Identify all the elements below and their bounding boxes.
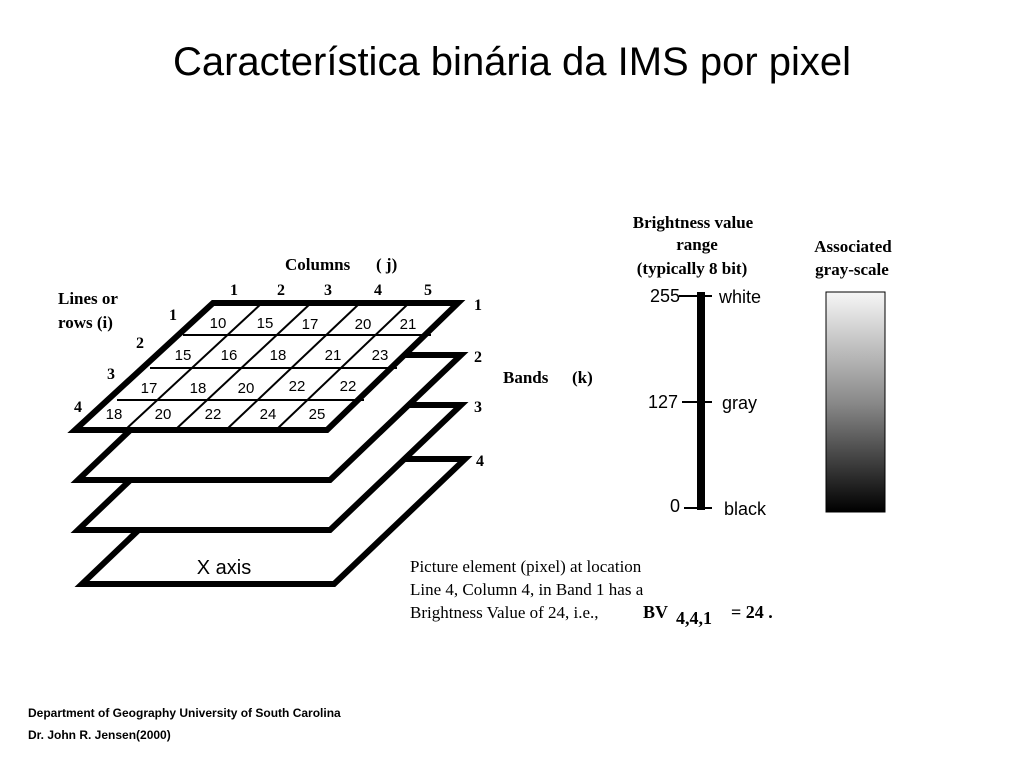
brightness-title: Brightness value bbox=[632, 213, 754, 232]
caption-line: Picture element (pixel) at location bbox=[410, 557, 642, 576]
rows-label: Lines or bbox=[58, 289, 118, 308]
grayscale-bar bbox=[826, 292, 885, 512]
grid-cell: 18 bbox=[189, 380, 207, 397]
row-number: 2 bbox=[136, 335, 144, 352]
caption-bv-subscript: 4,4,1 bbox=[676, 608, 712, 628]
grid-cell: 10 bbox=[209, 315, 227, 332]
columns-label: Columns bbox=[285, 255, 351, 274]
grayscale-title: Associated bbox=[814, 237, 892, 256]
column-number: 2 bbox=[277, 282, 285, 299]
row-number: 1 bbox=[169, 307, 177, 324]
grayscale-title: gray-scale bbox=[815, 260, 889, 279]
bands-index: (k) bbox=[572, 368, 593, 387]
grid-cell: 21 bbox=[399, 316, 417, 333]
grid-cell: 25 bbox=[308, 406, 326, 423]
scale-value-mid: 127 bbox=[647, 392, 678, 412]
band-number: 1 bbox=[474, 297, 482, 314]
row-number: 3 bbox=[107, 366, 115, 383]
column-number: 4 bbox=[374, 282, 382, 299]
scale-value-min: 0 bbox=[669, 496, 680, 516]
band-number: 3 bbox=[474, 399, 482, 416]
column-number: 5 bbox=[424, 282, 432, 299]
footer-department: Department of Geography University of South Carolina bbox=[28, 706, 341, 720]
grid-cell: 17 bbox=[301, 316, 319, 333]
grid-cell: 21 bbox=[324, 347, 342, 364]
band-number: 4 bbox=[476, 453, 484, 470]
caption-line: Brightness Value of 24, i.e., bbox=[410, 603, 599, 622]
caption-bv: BV bbox=[643, 602, 669, 622]
columns-index: ( j) bbox=[376, 255, 398, 274]
grid-cell: 20 bbox=[354, 316, 372, 333]
footer-author: Dr. John R. Jensen(2000) bbox=[28, 728, 171, 742]
grid-cell: 23 bbox=[371, 347, 389, 364]
caption-line: Line 4, Column 4, in Band 1 has a bbox=[410, 580, 644, 599]
rows-label: rows (i) bbox=[58, 313, 113, 332]
scale-name-black: black bbox=[724, 499, 767, 519]
scale-name-gray: gray bbox=[722, 393, 758, 413]
grid-cell: 15 bbox=[174, 347, 192, 364]
grid-cell: 24 bbox=[259, 406, 277, 423]
scale-name-white: white bbox=[719, 287, 762, 307]
column-number: 1 bbox=[230, 282, 238, 299]
band-number: 2 bbox=[474, 349, 482, 366]
slide-title: Característica binária da IMS por pixel bbox=[172, 40, 852, 84]
bands-label: Bands bbox=[503, 368, 549, 387]
grid-cell: 22 bbox=[204, 406, 222, 423]
row-number: 4 bbox=[74, 399, 82, 416]
brightness-scale bbox=[679, 292, 712, 510]
caption-bv-equals: = 24 . bbox=[731, 602, 773, 622]
grid-cell: 20 bbox=[154, 406, 172, 423]
grid-cell: 16 bbox=[220, 347, 238, 364]
brightness-title: (typically 8 bit) bbox=[636, 259, 748, 278]
grid-cell: 15 bbox=[256, 315, 274, 332]
grid-cell: 22 bbox=[339, 378, 357, 395]
x-axis-label: X axis bbox=[196, 557, 252, 579]
grid-cell: 18 bbox=[105, 406, 123, 423]
grid-cell: 18 bbox=[269, 347, 287, 364]
grid-cell: 20 bbox=[237, 380, 255, 397]
grid-cell: 17 bbox=[140, 380, 158, 397]
column-number: 3 bbox=[324, 282, 332, 299]
grid-cell: 22 bbox=[288, 378, 306, 395]
brightness-title: range bbox=[676, 235, 718, 254]
scale-value-max: 255 bbox=[649, 286, 680, 306]
